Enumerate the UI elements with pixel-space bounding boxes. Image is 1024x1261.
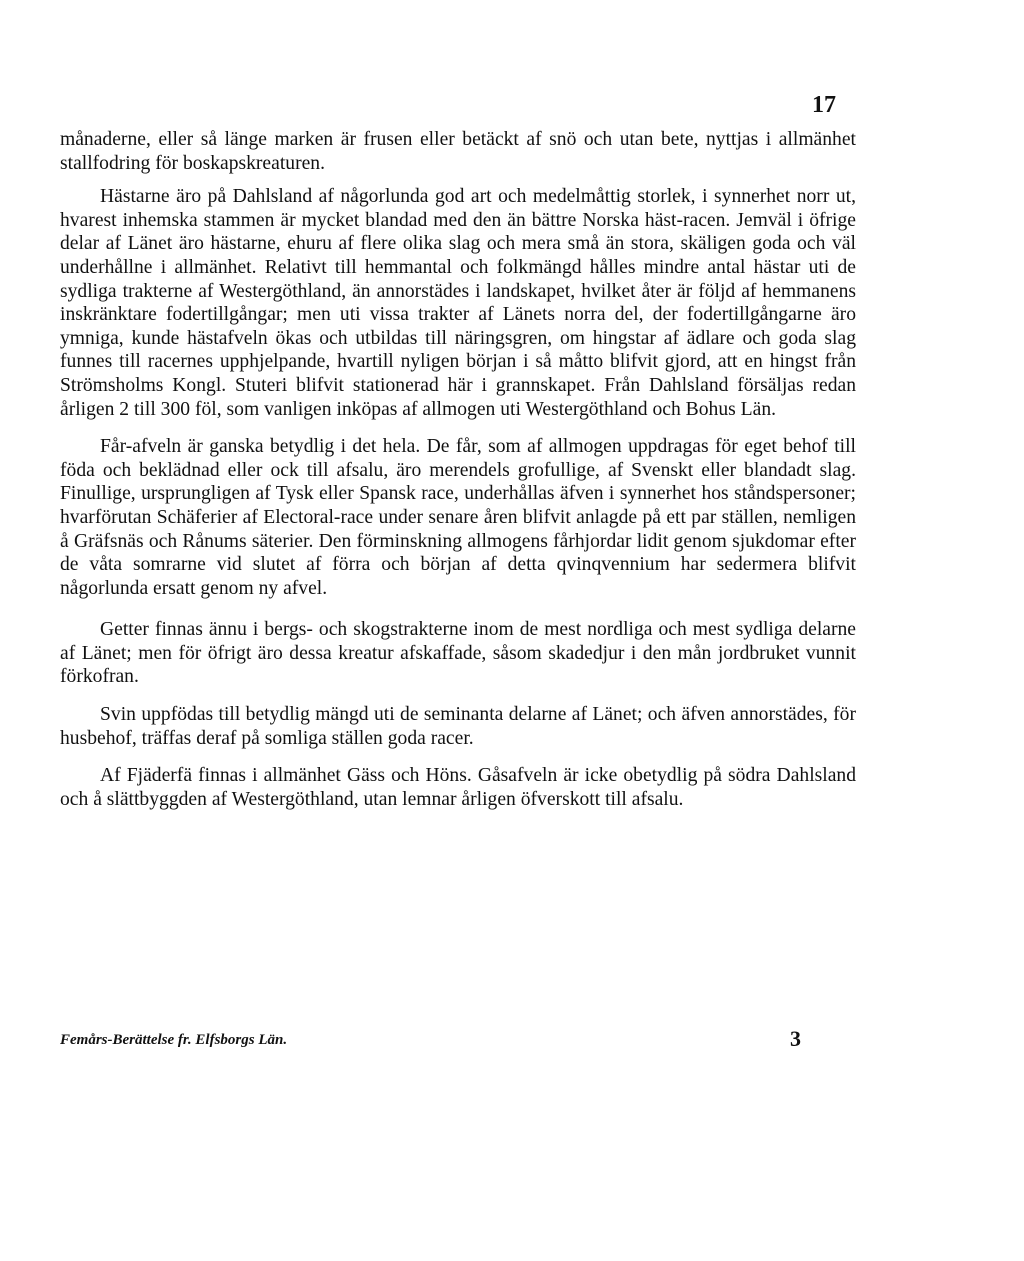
signature-mark: 3	[790, 1026, 801, 1051]
paragraph: Getter finnas ännu i bergs- och skogstrakterne inom de mest nordliga och mest sydliga delarne af Länet; men för öfrigt äro dessa kreatur afskaffade, såsom skadedjur i den mån jordbruket vunnit förkofran.	[60, 619, 856, 688]
paragraph: Af Fjäderfä finnas i allmänhet Gäss och Höns. Gåsafveln är icke obetydlig på södra Dahlsland och å slättbyggden af Westergöthland, utan lemnar årligen öfverskott till afsalu.	[60, 765, 856, 810]
running-footer: Femårs-Berättelse fr. Elfsborgs Län.	[60, 1032, 288, 1048]
page-number: 17	[812, 92, 836, 118]
paragraph: Svin uppfödas till betydlig mängd uti de seminanta delarne af Länet; och äfven annorstädes, för husbehof, träffas deraf på somliga ställen goda racer.	[60, 704, 856, 749]
paragraph: månaderne, eller så länge marken är frusen eller betäckt af snö och utan bete, nyttjas i allmänhet stallfodring för boskapskreaturen.	[60, 129, 856, 174]
paragraph: Hästarne äro på Dahlsland af någorlunda god art och medelmåttig storlek, i synnerhet norr ut, hvarest inhemska stammen är mycket blandad med den än bättre Norska häst-racen. Jemväl i öfrige delar af Länet äro hästarne, ehuru af flere olika slag och mera små än stora, skäligen goda och väl underhållne i allmänhet. Relativt till hemmantal och folkmängd hålles mindre antal hästar uti de sydliga trakterne af Westergöthland, än annorstädes i landskapet, hvilket åter är följd af hemmanens inskränktare fodertillgångar; men uti vissa trakter af Länets norra del, der fodertillgångarne äro ymniga, kunde hästafveln ökas och utbildas till näringsgren, om hingstar af ädlare och goda slag funnes till racernes upphjelpande, hvartill nyligen början i så måtto blifvit gjord, att en hingst från Strömsholms Kongl. Stuteri blifvit stationerad här i grannskapet. Från Dahlsland försäljas redan årligen 2 till 300 föl, som vanligen inköpas af allmogen uti Westergöthland och Bohus Län.	[60, 186, 856, 420]
text-block	[60, 128, 856, 811]
paragraph: Får-afveln är ganska betydlig i det hela. De får, som af allmogen uppdragas för eget behof till föda och beklädnad eller ock till afsalu, äro merendels grofullige, af Svenskt eller blandadt slag. Finullige, ursprungligen af Tysk eller Spansk race, underhållas äfven i synnerhet hos ståndspersoner; hvarförutan Schäferier af Electoral-race under senare åren blifvit anlagde på ett par ställen, nemligen å Gräfsnäs och Rånums säterier. Den förminskning allmogens fårhjordar lidit genom sjukdomar efter de våta somrarne vid slutet af förra och början af detta qvinqvennium har sedermera blifvit någorlunda ersatt genom ny afvel.	[60, 436, 856, 599]
